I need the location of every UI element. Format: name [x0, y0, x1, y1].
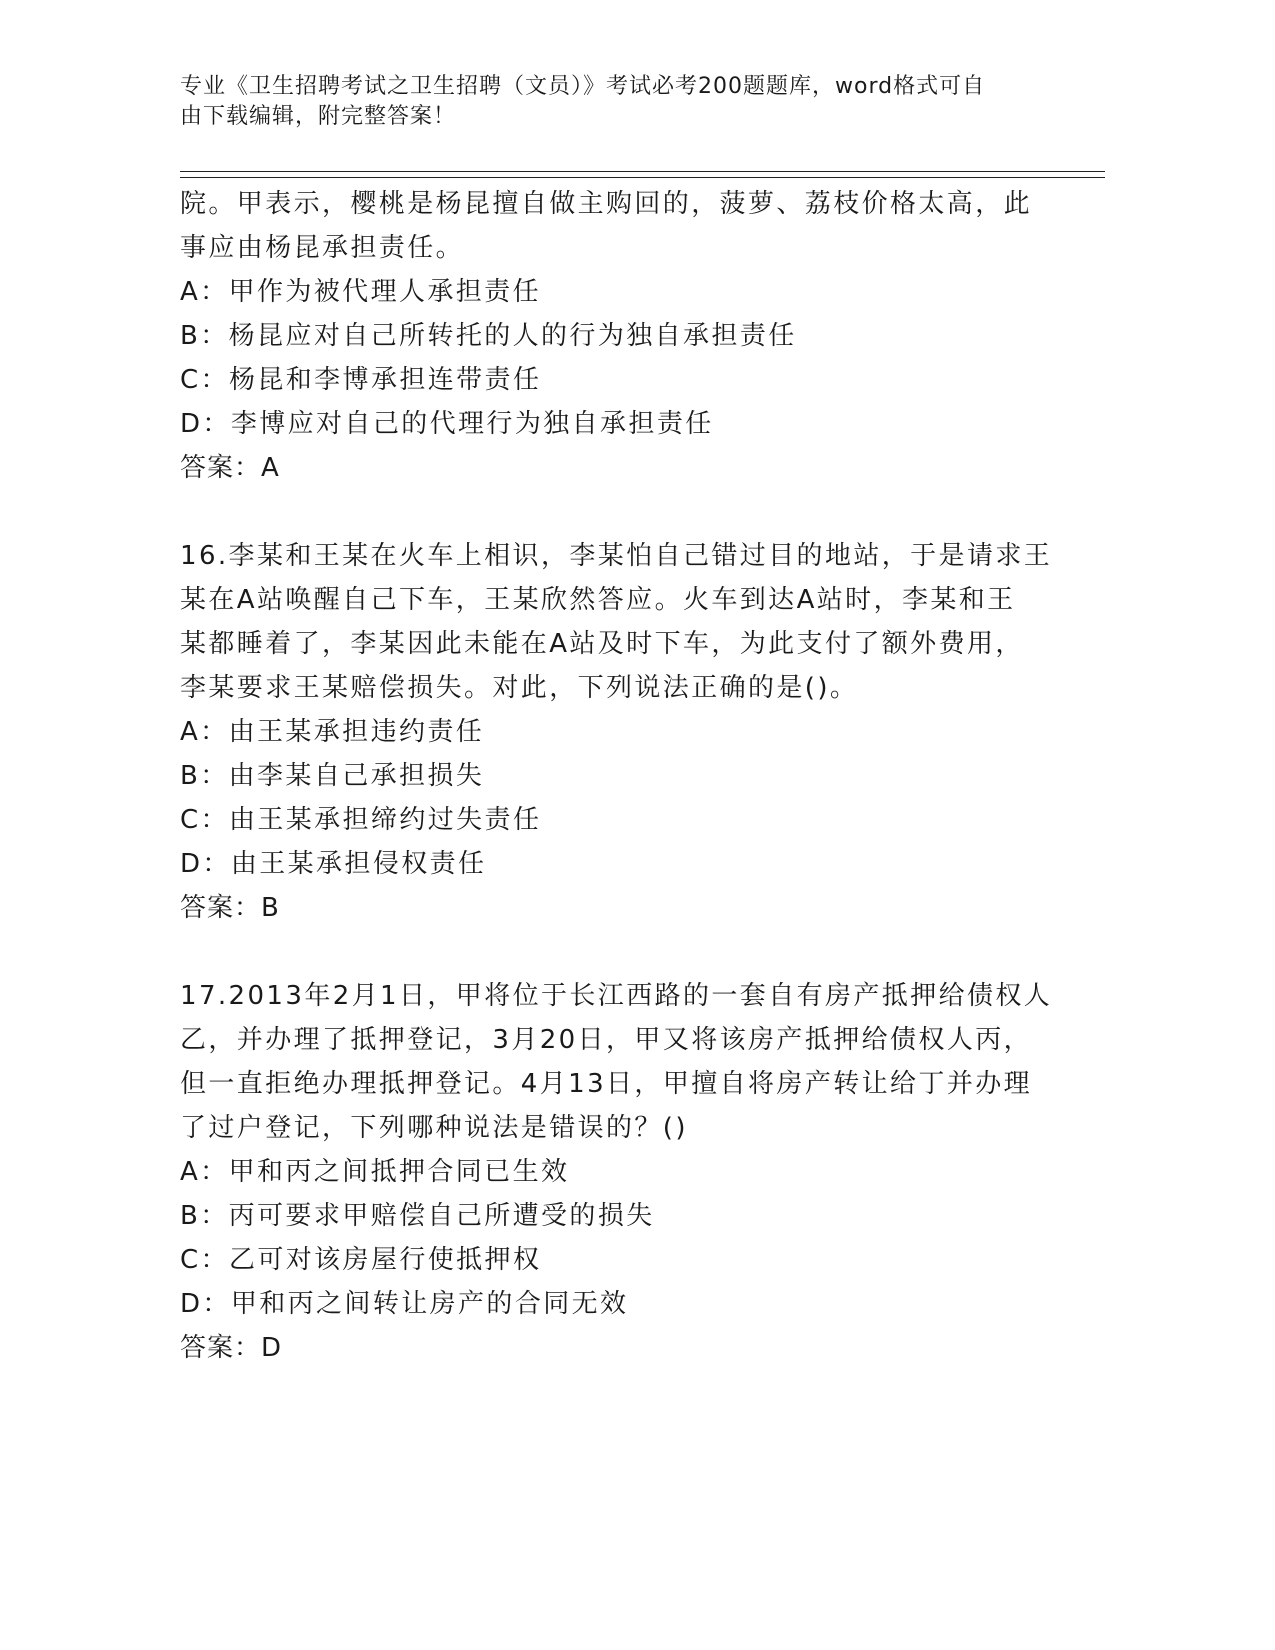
- header-rule-bottom: [180, 177, 1105, 178]
- option-d: D：甲和丙之间转让房产的合同无效: [180, 1289, 629, 1319]
- question-text-line: 但一直拒绝办理抵押登记。4月13日，甲擅自将房产转让给丁并办理: [180, 1069, 1033, 1099]
- question-text-line: 乙，并办理了抵押登记，3月20日，甲又将该房产抵押给债权人丙，: [180, 1025, 1033, 1055]
- option-c: C：乙可对该房屋行使抵押权: [180, 1245, 542, 1275]
- option-b: B：由李某自己承担损失: [180, 761, 485, 791]
- option-b: B：杨昆应对自己所转托的人的行为独自承担责任: [180, 321, 797, 351]
- document-body: [180, 182, 1060, 1370]
- option-c: C：由王某承担缔约过失责任: [180, 805, 542, 835]
- question-text-line: 某在A站唤醒自己下车，王某欣然答应。火车到达A站时，李某和王: [180, 585, 1016, 615]
- question-text-line: 院。甲表示，樱桃是杨昆擅自做主购回的，菠萝、荔枝价格太高，此: [180, 189, 1033, 219]
- option-a: A：甲作为被代理人承担责任: [180, 277, 541, 307]
- option-b: B：丙可要求甲赔偿自己所遭受的损失: [180, 1201, 655, 1231]
- option-d: D：李博应对自己的代理行为独自承担责任: [180, 409, 714, 439]
- spacer: [180, 490, 1060, 534]
- question-17: [180, 974, 1060, 1370]
- question-text-line: 李某要求王某赔偿损失。对此，下列说法正确的是()。: [180, 673, 859, 703]
- answer-line: 答案：A: [180, 453, 280, 483]
- question-text-line: 了过户登记，下列哪种说法是错误的？(): [180, 1113, 688, 1143]
- question-text-line: 17.2013年2月1日，甲将位于长江西路的一套自有房产抵押给债权人: [180, 981, 1053, 1011]
- answer-line: 答案：B: [180, 893, 280, 923]
- document-header: 专业《卫生招聘考试之卫生招聘（文员）》考试必考200题题库，word格式可自 由下载编辑，附完整答案！: [180, 74, 986, 129]
- question-15-continuation: [180, 182, 1060, 490]
- question-16: [180, 534, 1060, 930]
- header-rule-top: [180, 171, 1105, 172]
- spacer: [180, 930, 1060, 974]
- option-a: A：甲和丙之间抵押合同已生效: [180, 1157, 570, 1187]
- question-text-line: 16.李某和王某在火车上相识，李某怕自己错过目的地站，于是请求王: [180, 541, 1053, 571]
- option-c: C：杨昆和李博承担连带责任: [180, 365, 542, 395]
- option-a: A：由王某承担违约责任: [180, 717, 485, 747]
- question-text-line: 事应由杨昆承担责任。: [180, 233, 465, 263]
- answer-line: 答案：D: [180, 1333, 283, 1363]
- option-d: D：由王某承担侵权责任: [180, 849, 487, 879]
- question-text-line: 某都睡着了，李某因此未能在A站及时下车，为此支付了额外费用，: [180, 629, 1024, 659]
